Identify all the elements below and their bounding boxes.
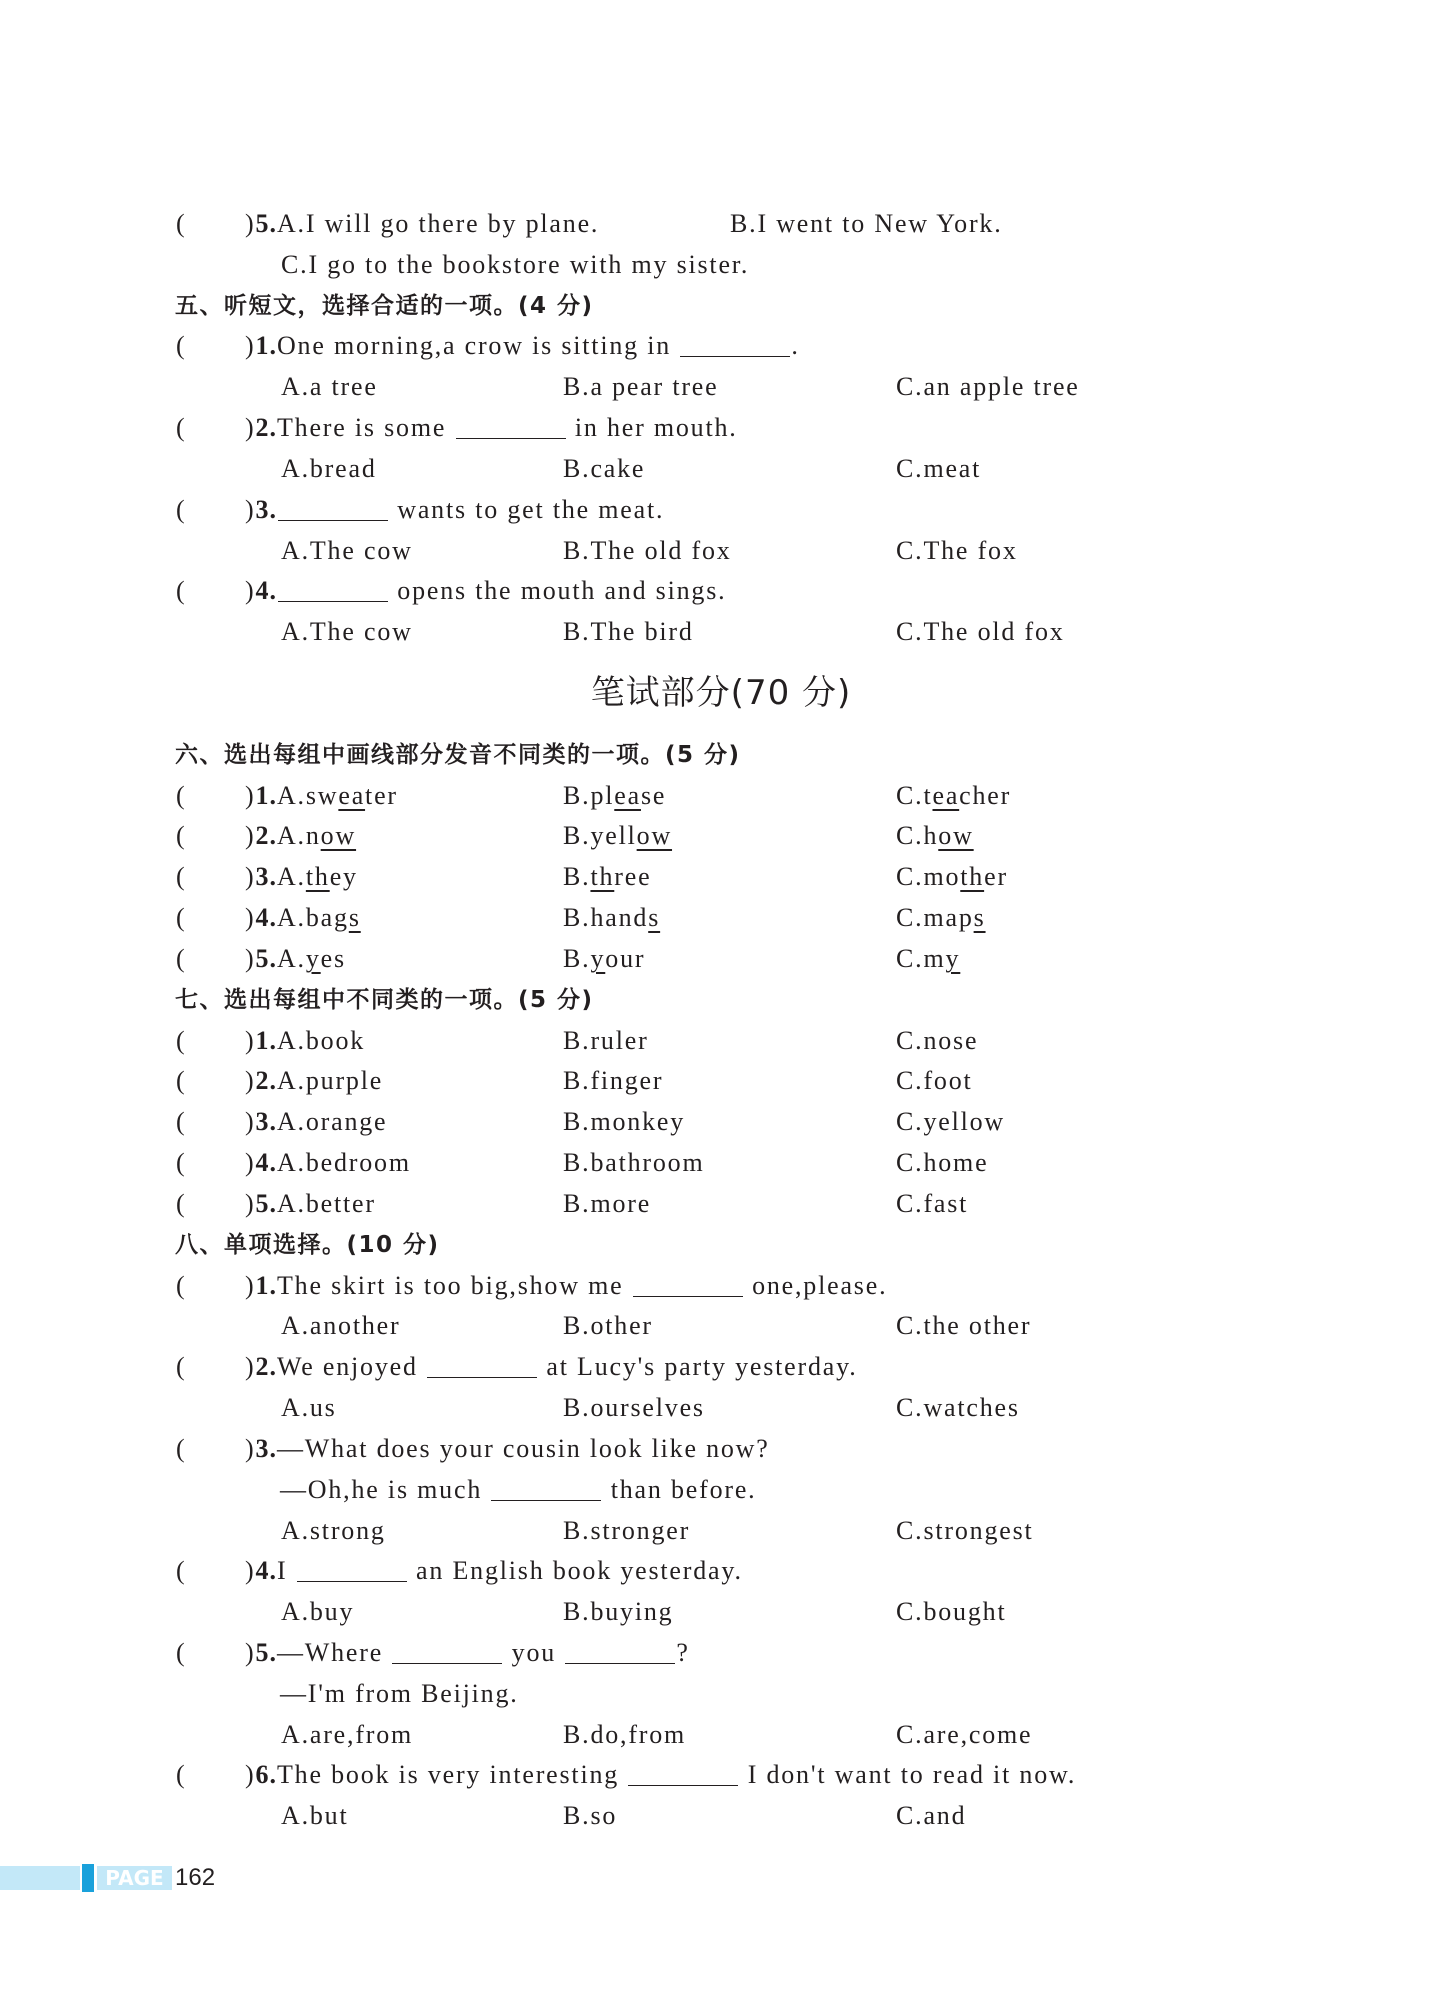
question-line bbox=[245, 857, 358, 898]
question-row bbox=[0, 898, 1442, 939]
question-line bbox=[245, 1143, 411, 1184]
underlined-letters: ow bbox=[320, 821, 357, 851]
question-line bbox=[245, 490, 664, 531]
question-number: 1. bbox=[255, 331, 277, 361]
question-line bbox=[245, 776, 398, 817]
answer-paren-open: ( bbox=[176, 576, 187, 606]
options-row bbox=[0, 1592, 1442, 1633]
question-line bbox=[245, 571, 726, 612]
option-b: B.I went to New York. bbox=[730, 209, 1003, 238]
question-number: 3. bbox=[255, 494, 277, 524]
answer-paren-close: ) bbox=[245, 943, 256, 973]
stem-text: One morning,a crow is sitting in bbox=[276, 331, 680, 361]
question-row bbox=[0, 939, 1442, 980]
word-part: ree bbox=[614, 862, 652, 892]
option-a bbox=[277, 781, 398, 810]
word-part: bag bbox=[305, 903, 349, 933]
option-a: A.The cow bbox=[281, 617, 413, 647]
answer-paren-close: ) bbox=[245, 413, 256, 443]
answer-paren-close: ) bbox=[245, 494, 256, 524]
answer-paren-open: ( bbox=[176, 1188, 187, 1218]
stem-text: —What does your cousin look like now? bbox=[276, 1433, 770, 1463]
question-number: 4. bbox=[255, 1148, 277, 1178]
question-line bbox=[245, 204, 599, 245]
stem-text: The book is very interesting bbox=[276, 1760, 628, 1790]
question-line bbox=[245, 898, 361, 939]
answer-blank bbox=[565, 1641, 675, 1664]
option-b: B.bathroom bbox=[563, 1148, 705, 1178]
question-row bbox=[0, 1266, 1442, 1307]
underlined-letters: th bbox=[305, 862, 330, 892]
answer-paren-open: ( bbox=[176, 1107, 187, 1137]
option-b bbox=[563, 898, 660, 939]
answer-paren-open: ( bbox=[176, 209, 187, 238]
answer-paren-close: ) bbox=[245, 576, 256, 606]
question-number: 2. bbox=[255, 821, 277, 851]
dialogue-row bbox=[0, 1470, 1442, 1511]
answer-paren-open: ( bbox=[176, 1148, 187, 1178]
section-heading: 七、选出每组中不同类的一项。(5 分) bbox=[175, 986, 594, 1013]
option-b: B.buying bbox=[563, 1597, 674, 1627]
answer-paren-open: ( bbox=[176, 780, 187, 810]
options-row bbox=[0, 1306, 1442, 1347]
section-heading-row bbox=[0, 735, 1442, 776]
question-line bbox=[245, 326, 800, 367]
word-part: er bbox=[984, 862, 1008, 892]
stem-text: —Where bbox=[276, 1638, 392, 1667]
answer-paren-open: ( bbox=[176, 1352, 187, 1382]
option-b: B.ruler bbox=[563, 1025, 649, 1055]
question-row bbox=[0, 326, 1442, 367]
question-line bbox=[245, 1755, 1076, 1796]
option-b: B.stronger bbox=[563, 1515, 691, 1545]
question-number: 3. bbox=[255, 862, 277, 892]
options-row bbox=[0, 1796, 1442, 1837]
option-a: A.bedroom bbox=[276, 1148, 411, 1178]
option-c bbox=[896, 857, 1008, 898]
options-row bbox=[0, 612, 1442, 653]
question-line bbox=[245, 1551, 743, 1592]
question-number: 1. bbox=[255, 1270, 277, 1300]
word-part: se bbox=[640, 780, 667, 810]
answer-blank bbox=[680, 334, 790, 357]
stem-text: at Lucy's party yesterday. bbox=[538, 1352, 858, 1382]
answer-paren-open: ( bbox=[176, 1270, 187, 1300]
section-heading-row bbox=[0, 980, 1442, 1021]
answer-blank bbox=[633, 1274, 743, 1297]
word-part: es bbox=[320, 943, 346, 973]
option-c: C.and bbox=[896, 1801, 967, 1831]
question-line bbox=[245, 1266, 887, 1307]
option-b: B.more bbox=[563, 1188, 652, 1218]
answer-paren-close: ) bbox=[245, 903, 256, 933]
answer-blank bbox=[278, 498, 388, 521]
question-row bbox=[0, 816, 1442, 857]
options-row bbox=[0, 367, 1442, 408]
word-part: map bbox=[923, 903, 974, 933]
question-row bbox=[0, 1184, 1442, 1225]
answer-paren-close: ) bbox=[245, 1066, 256, 1096]
footer-marker bbox=[82, 1864, 94, 1892]
option-label: C. bbox=[896, 943, 924, 973]
option-c: C.an apple tree bbox=[896, 372, 1080, 402]
word-part: cher bbox=[959, 780, 1012, 810]
underlined-letters: th bbox=[590, 862, 615, 892]
question-line bbox=[245, 1061, 383, 1102]
option-c: C.home bbox=[896, 1148, 989, 1178]
answer-blank bbox=[392, 1641, 502, 1664]
stem-text: I bbox=[276, 1556, 296, 1586]
option-c: C.foot bbox=[896, 1066, 973, 1096]
question-number: 5. bbox=[255, 943, 277, 973]
option-a bbox=[277, 903, 361, 932]
option-a: A.bread bbox=[281, 453, 377, 483]
option-a: A.I will go there by plane. bbox=[276, 209, 600, 238]
answer-paren-open: ( bbox=[176, 943, 187, 973]
question-number: 2. bbox=[255, 1066, 277, 1096]
question-line bbox=[245, 1184, 376, 1225]
word-part: yell bbox=[590, 821, 637, 851]
word-part: sw bbox=[305, 780, 339, 810]
option-b: B.ourselves bbox=[563, 1393, 705, 1423]
stem-text: There is some bbox=[276, 413, 455, 443]
underlined-letters: s bbox=[348, 903, 361, 933]
question-row bbox=[0, 1102, 1442, 1143]
option-a: A.us bbox=[281, 1393, 337, 1423]
answer-blank bbox=[456, 416, 566, 439]
option-b: B.The old fox bbox=[563, 535, 732, 565]
question-line bbox=[245, 1429, 770, 1470]
option-c: C.watches bbox=[896, 1393, 1020, 1423]
option-c: C.nose bbox=[896, 1025, 979, 1055]
option-c: C.yellow bbox=[896, 1107, 1006, 1137]
answer-paren-close: ) bbox=[245, 1025, 256, 1055]
option-b bbox=[563, 939, 645, 980]
word-part: pl bbox=[590, 780, 615, 810]
option-a: A.purple bbox=[276, 1066, 384, 1096]
answer-paren-open: ( bbox=[176, 1556, 187, 1586]
options-row bbox=[0, 1388, 1442, 1429]
answer-paren-open: ( bbox=[176, 413, 187, 443]
option-a: A.book bbox=[276, 1025, 366, 1055]
option-a: A.better bbox=[276, 1188, 376, 1218]
stem-text: opens the mouth and sings. bbox=[388, 576, 727, 606]
option-label: B. bbox=[563, 821, 591, 851]
section-heading-row bbox=[0, 1225, 1442, 1266]
option-label: C. bbox=[896, 821, 924, 851]
section-heading: 八、单项选择。(10 分) bbox=[175, 1231, 440, 1258]
dialogue-reply: —I'm from Beijing. bbox=[280, 1678, 519, 1708]
option-label: C. bbox=[896, 862, 924, 892]
option-label: B. bbox=[563, 780, 591, 810]
option-a: A.a tree bbox=[281, 372, 378, 402]
question-number: 3. bbox=[255, 1433, 277, 1463]
option-c: C.fast bbox=[896, 1188, 969, 1218]
underlined-letters: ea bbox=[338, 780, 366, 810]
underlined-letters: s bbox=[973, 903, 986, 933]
option-b: B.cake bbox=[563, 453, 646, 483]
question-line bbox=[245, 408, 738, 449]
question-number: 1. bbox=[255, 780, 277, 810]
question-row bbox=[0, 1755, 1442, 1796]
option-b bbox=[563, 816, 672, 857]
option-b: B.other bbox=[563, 1311, 653, 1341]
option-a: A.strong bbox=[281, 1515, 386, 1545]
option-c bbox=[896, 816, 974, 857]
word-part: ey bbox=[329, 862, 358, 892]
question-row bbox=[0, 571, 1442, 612]
question-row bbox=[0, 1633, 1442, 1674]
question-line bbox=[245, 816, 356, 857]
option-a: A.The cow bbox=[281, 535, 413, 565]
answer-paren-close: ) bbox=[245, 1188, 256, 1218]
answer-blank bbox=[278, 579, 388, 602]
question-number: 4. bbox=[255, 1556, 277, 1586]
stem-text: one,please. bbox=[743, 1270, 888, 1300]
question-number: 2. bbox=[255, 413, 277, 443]
option-a bbox=[277, 821, 356, 850]
option-c: C.The fox bbox=[896, 535, 1018, 565]
options-row bbox=[0, 1715, 1442, 1756]
underlined-letters: s bbox=[648, 903, 661, 933]
question-line bbox=[245, 1102, 387, 1143]
question-number: 4. bbox=[255, 903, 277, 933]
question-line bbox=[245, 1633, 690, 1674]
options-row bbox=[0, 1511, 1442, 1552]
stem-text: . bbox=[791, 331, 800, 361]
option-c: C.The old fox bbox=[896, 617, 1065, 647]
option-b: B.The bird bbox=[563, 617, 694, 647]
question-row bbox=[0, 1021, 1442, 1062]
option-a: A.another bbox=[281, 1311, 401, 1341]
underlined-letters: y bbox=[305, 943, 321, 973]
word-part: our bbox=[605, 943, 646, 973]
question-row bbox=[0, 1429, 1442, 1470]
stem-text: I don't want to read it now. bbox=[739, 1760, 1077, 1790]
answer-blank bbox=[628, 1763, 738, 1786]
question-line bbox=[245, 1347, 858, 1388]
answer-paren-close: ) bbox=[245, 1433, 256, 1463]
option-a: A.orange bbox=[276, 1107, 388, 1137]
page-label: PAGE bbox=[97, 1866, 172, 1890]
option-b: B.monkey bbox=[563, 1107, 686, 1137]
option-c: C.I go to the bookstore with my sister. bbox=[281, 249, 750, 279]
option-label: A. bbox=[276, 821, 306, 851]
word-part: mo bbox=[923, 862, 961, 892]
answer-blank bbox=[491, 1478, 601, 1501]
answer-paren-open: ( bbox=[176, 331, 187, 361]
question-row bbox=[0, 1143, 1442, 1184]
answer-paren-close: ) bbox=[245, 1556, 256, 1586]
option-a: A.but bbox=[281, 1801, 349, 1831]
question-row bbox=[0, 204, 1442, 245]
question-line bbox=[245, 939, 346, 980]
underlined-letters: ow bbox=[938, 821, 974, 851]
option-a: A.are,from bbox=[281, 1719, 414, 1749]
option-label: A. bbox=[276, 862, 306, 892]
question-row bbox=[0, 408, 1442, 449]
dialogue-reply bbox=[280, 1470, 756, 1511]
answer-paren-close: ) bbox=[245, 1148, 256, 1178]
answer-paren-close: ) bbox=[245, 1270, 256, 1300]
stem-text: than before. bbox=[602, 1474, 757, 1504]
question-number: 5. bbox=[255, 1188, 277, 1218]
option-b bbox=[563, 857, 651, 898]
question-number: 1. bbox=[255, 1025, 277, 1055]
underlined-letters: th bbox=[960, 862, 985, 892]
option-b: B.so bbox=[563, 1801, 618, 1831]
option-b bbox=[563, 776, 666, 817]
stem-text: an English book yesterday. bbox=[407, 1556, 743, 1586]
answer-paren-open: ( bbox=[176, 494, 187, 524]
answer-paren-open: ( bbox=[176, 1433, 187, 1463]
question-number: 5. bbox=[255, 209, 277, 238]
answer-paren-close: ) bbox=[245, 1638, 256, 1667]
answer-paren-close: ) bbox=[245, 1107, 256, 1137]
answer-paren-open: ( bbox=[176, 821, 187, 851]
option-label: A. bbox=[276, 780, 306, 810]
option-c: C.are,come bbox=[896, 1719, 1033, 1749]
option-c bbox=[896, 776, 1011, 817]
stem-text: you bbox=[503, 1638, 565, 1667]
option-a: A.buy bbox=[281, 1597, 355, 1627]
answer-paren-open: ( bbox=[176, 1760, 187, 1790]
underlined-letters: ea bbox=[932, 780, 960, 810]
option-c: C.the other bbox=[896, 1311, 1032, 1341]
option-a bbox=[277, 944, 346, 973]
footer-bar bbox=[0, 1866, 80, 1890]
question-number: 6. bbox=[255, 1760, 277, 1790]
answer-paren-open: ( bbox=[176, 1638, 187, 1667]
question-number: 2. bbox=[255, 1352, 277, 1382]
option-label: A. bbox=[276, 903, 306, 933]
word-part: n bbox=[305, 821, 321, 851]
question-number: 5. bbox=[255, 1638, 277, 1667]
stem-text: in her mouth. bbox=[566, 413, 738, 443]
stem-text: ? bbox=[676, 1638, 690, 1667]
option-c: C.meat bbox=[896, 453, 982, 483]
option-label: B. bbox=[563, 903, 591, 933]
question-row bbox=[0, 776, 1442, 817]
option-c: C.strongest bbox=[896, 1515, 1034, 1545]
stem-text: We enjoyed bbox=[276, 1352, 427, 1382]
page-footer bbox=[0, 1862, 300, 1894]
question-row bbox=[0, 1347, 1442, 1388]
option-c bbox=[896, 939, 960, 980]
stem-text: wants to get the meat. bbox=[388, 494, 665, 524]
question-row bbox=[0, 857, 1442, 898]
option-b: B.do,from bbox=[563, 1719, 687, 1749]
option-c: C.bought bbox=[896, 1597, 1007, 1627]
stem-text: —Oh,he is much bbox=[280, 1474, 491, 1504]
option-b: B.finger bbox=[563, 1066, 664, 1096]
question-number: 4. bbox=[255, 576, 277, 606]
options-row bbox=[0, 449, 1442, 490]
page-number: 162 bbox=[175, 1864, 216, 1891]
answer-paren-open: ( bbox=[176, 903, 187, 933]
word-part: m bbox=[923, 943, 946, 973]
answer-blank bbox=[297, 1559, 407, 1582]
question-row bbox=[0, 490, 1442, 531]
option-a bbox=[277, 862, 358, 891]
word-part: ter bbox=[365, 780, 398, 810]
answer-paren-close: ) bbox=[245, 1352, 256, 1382]
underlined-letters: y bbox=[945, 943, 961, 973]
word-part: t bbox=[923, 780, 933, 810]
answer-paren-open: ( bbox=[176, 1025, 187, 1055]
answer-paren-close: ) bbox=[245, 1760, 256, 1790]
answer-blank bbox=[427, 1355, 537, 1378]
option-label: A. bbox=[276, 943, 306, 973]
dialogue-row bbox=[0, 1674, 1442, 1715]
option-label: C. bbox=[896, 903, 924, 933]
word-part: hand bbox=[590, 903, 649, 933]
answer-paren-close: ) bbox=[245, 862, 256, 892]
option-label: B. bbox=[563, 862, 591, 892]
answer-paren-open: ( bbox=[176, 862, 187, 892]
option-label: C. bbox=[896, 780, 924, 810]
worksheet-content bbox=[0, 204, 1442, 1837]
section-heading-row bbox=[0, 286, 1442, 327]
options-row bbox=[0, 245, 1442, 286]
answer-paren-close: ) bbox=[245, 780, 256, 810]
answer-paren-close: ) bbox=[245, 331, 256, 361]
section-heading: 五、听短文，选择合适的一项。(4 分) bbox=[175, 292, 594, 319]
question-row bbox=[0, 1551, 1442, 1592]
question-row bbox=[0, 1061, 1442, 1102]
underlined-letters: y bbox=[590, 943, 606, 973]
question-line bbox=[245, 1021, 365, 1062]
word-part: h bbox=[923, 821, 939, 851]
option-b: B.a pear tree bbox=[563, 372, 719, 402]
option-c bbox=[896, 898, 986, 939]
answer-paren-close: ) bbox=[245, 821, 256, 851]
question-number: 3. bbox=[255, 1107, 277, 1137]
underlined-letters: ow bbox=[636, 821, 673, 851]
underlined-letters: ea bbox=[614, 780, 641, 810]
section-heading: 六、选出每组中画线部分发音不同类的一项。(5 分) bbox=[175, 741, 741, 768]
written-part-title: 笔试部分(70 分) bbox=[590, 673, 852, 714]
options-row bbox=[0, 531, 1442, 572]
answer-paren-open: ( bbox=[176, 1066, 187, 1096]
option-label: B. bbox=[563, 943, 591, 973]
answer-paren-close: ) bbox=[245, 209, 256, 238]
stem-text: The skirt is too big,show me bbox=[276, 1270, 632, 1300]
